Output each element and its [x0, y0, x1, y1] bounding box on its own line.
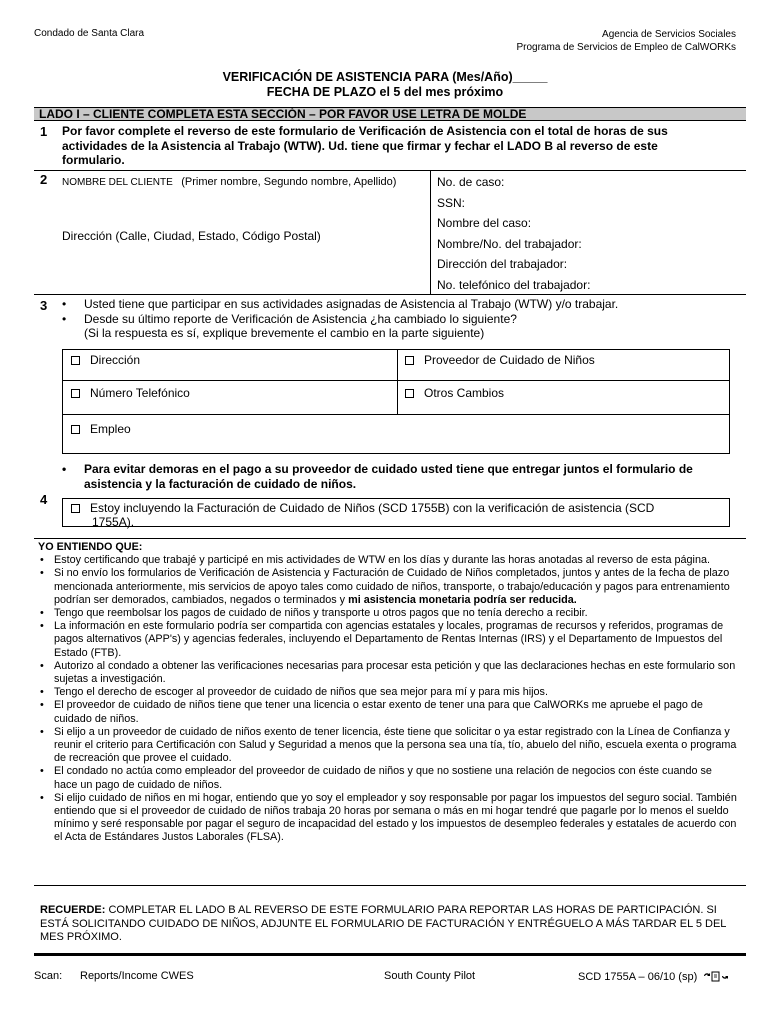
list-item: • Estoy certificando que trabajé y participé en mis actividades de WTW en los días y durante las horas anotadas al reverso de esta página. — [38, 554, 738, 567]
list-item: • El proveedor de cuidado de niños tiene que tener una licencia o estar exento de tener una para que CalWORKs me apruebe el pago de cuidado de niños. — [38, 699, 738, 725]
client-info-divider — [430, 170, 431, 295]
changes-table — [62, 349, 730, 454]
client-name-hint: (Primer nombre, Segundo nombre, Apellido) — [181, 176, 397, 188]
worker-phone-field[interactable]: No. telefónico del trabajador: — [437, 277, 591, 292]
case-name-field[interactable]: Nombre del caso: — [437, 216, 532, 231]
list-item: • Autorizo al condado a obtener las verificaciones necesarias para procesar esta petición y que las declaraciones hechas en este formulario son sujetas a investigación. — [38, 660, 738, 686]
footer-scan: Scan: — [34, 970, 63, 982]
other-change-checkbox[interactable]: Otros Cambios — [405, 386, 504, 400]
case-number-field[interactable]: No. de caso: — [437, 175, 505, 189]
reminder-label: RECUERDE: — [40, 904, 106, 916]
billing-checkbox[interactable]: Estoy incluyendo la Facturación de Cuidado de Niños (SCD 1755B) con la verificación de asistencia (SCD 1755A). — [71, 501, 721, 529]
list-item: • Tengo el derecho de escoger al proveedor de cuidado de niños que sea mejor para mí y para mis hijos. — [38, 686, 738, 699]
section-bar: LADO I – CLIENTE COMPLETA ESTA SECCIÓN – POR FAVOR USE LETRA DE MOLDE — [34, 107, 746, 121]
address-field[interactable]: Dirección (Calle, Ciudad, Estado, Código Postal) — [62, 229, 321, 243]
checkbox-icon — [71, 389, 80, 398]
list-item: • Si no envío los formularios de Verificación de Asistencia y Facturación de Cuidado de Niños completados, juntos y antes de la fecha de plazo mencionada anteriormente, mis servicios de apoyo tales como cuidado de niños, transporte, o trabajo/educación y pagos para entrenamiento podrían ser demorados, cambiados, negados o terminados y mi asistencia monetaria podría ser reducida. — [38, 567, 738, 607]
worker-name-field[interactable]: Nombre/No. del trabajador: — [437, 236, 582, 251]
reminder-note — [40, 904, 740, 945]
checkbox-icon — [71, 356, 80, 365]
footer-divider — [34, 953, 746, 956]
understand-heading: YO ENTIENDO QUE: — [38, 541, 143, 553]
agency-name: Agencia de Servicios Sociales — [602, 29, 736, 40]
checkbox-icon — [405, 389, 414, 398]
client-name-label: NOMBRE DEL CLIENTE — [62, 177, 173, 188]
section-3-bullet-2: • Desde su último reporte de Verificación de Asistencia ¿ha cambiado lo siguiente? — [62, 311, 517, 326]
section-3-number: 3 — [40, 298, 48, 313]
program-name: Programa de Servicios de Empleo de CalWORKs — [516, 42, 736, 53]
title-line1: VERIFICACIÓN DE ASISTENCIA PARA (Mes/Año)_____ — [222, 70, 548, 84]
list-item: • La información en este formulario podría ser compartida con agencias estatales y locales, programas de recursos y referidos, programas de pagos alternativos (APP's) y agencias federales, incluyendo el Departamento de Rentas Internas (IRS) y el Departamento de Impuestos del Estado (FTB). — [38, 620, 738, 660]
footer-form-number: SCD 1755A – 06/10 (sp) — [578, 970, 730, 983]
list-item: • Tengo que reembolsar los pagos de cuidado de niños y transporte u otros pagos que no tenía derecho a recibir. — [38, 607, 738, 620]
list-item: • Si elijo cuidado de niños en mi hogar, entiendo que yo soy el empleador y soy responsable por pagar los impuestos del seguro social. También entiendo que si el proveedor de cuidado de niños trabaja 20 horas por semana o más en mi hogar tendré que pagarle por lo menos el sueldo mínimo y seré responsable por pagar el seguro de incapacidad del estado y los impuestos de desempleo federales y estatales de acuerdo con el Acta de Estándares Justos Laborales (FLSA). — [38, 792, 738, 845]
checkbox-icon — [405, 356, 414, 365]
recycle-icon — [702, 970, 730, 982]
section-2-number: 2 — [40, 172, 48, 187]
section-4-number: 4 — [40, 492, 48, 507]
list-item: • El condado no actúa como empleador del proveedor de cuidado de niños y que no sostiene una relación de negocios con éste cuando se hace un pago de cuidado de niños. — [38, 765, 738, 791]
childcare-change-checkbox[interactable]: Proveedor de Cuidado de Niños — [405, 353, 595, 367]
phone-change-checkbox[interactable]: Número Telefónico — [71, 386, 190, 400]
understand-section — [38, 541, 738, 845]
checkbox-icon — [71, 425, 80, 434]
footer-pilot: South County Pilot — [384, 970, 476, 982]
section-3-bullet-1: • Usted tiene que participar en sus actividades asignadas de Asistencia al Trabajo (WTW) y/o trabajar. — [62, 297, 619, 311]
ssn-field[interactable]: SSN: — [437, 195, 466, 210]
address-change-checkbox[interactable]: Dirección — [71, 353, 140, 367]
section-4-bullet: • Para evitar demoras en el pago a su proveedor de cuidado usted tiene que entregar juntos el formulario de asistencia y la facturación de cuidado de niños. — [62, 462, 693, 491]
agency-header — [516, 28, 736, 54]
understand-list — [38, 554, 738, 844]
list-item: • Si elijo a un proveedor de cuidado de niños exento de tener licencia, éste tiene que solicitar o ya estar registrado con la Línea de Confianza y reunir el criterio para Certificación con Salud y Seguridad a menos que la persona sea una tía, tío, abuelo del niño, escuela exenta o programa de recreación que provee el cuidado. — [38, 726, 738, 766]
client-name-field[interactable] — [62, 172, 396, 190]
employment-change-checkbox[interactable]: Empleo — [71, 422, 131, 436]
worker-address-field[interactable]: Dirección del trabajador: — [437, 257, 568, 272]
form-title — [0, 70, 770, 100]
section-3-bullet-2-note: (Si la respuesta es sí, explique brevemente el cambio en la parte siguiente) — [84, 326, 485, 340]
section-1-text: Por favor complete el reverso de este formulario de Verificación de Asistencia con el total de horas de sus actividades de la Asistencia al Trabajo (WTW). Ud. tiene que firmar y fechar el LADO B al reverso de este formulario. — [62, 124, 668, 167]
reminder-text: COMPLETAR EL LADO B AL REVERSO DE ESTE FORMULARIO PARA REPORTAR LAS HORAS DE PARTICIPACIÓN. SI ESTÁ SOLICITANDO CUIDADO DE NIÑOS, ADJUNTE EL FORMULARIO DE FACTURACIÓN Y ENTRÉGUELO A MÁS TARDAR EL 5 DEL MES PRÓXIMO. — [40, 904, 727, 943]
footer-reports: Reports/Income CWES — [80, 970, 194, 982]
section-3-bullets — [62, 297, 732, 341]
checkbox-icon — [71, 504, 80, 513]
county-name: Condado de Santa Clara — [34, 28, 145, 39]
case-info-fields — [437, 172, 590, 296]
section-1-number: 1 — [40, 124, 48, 139]
title-line2: FECHA DE PLAZO el 5 del mes próximo — [266, 85, 504, 99]
